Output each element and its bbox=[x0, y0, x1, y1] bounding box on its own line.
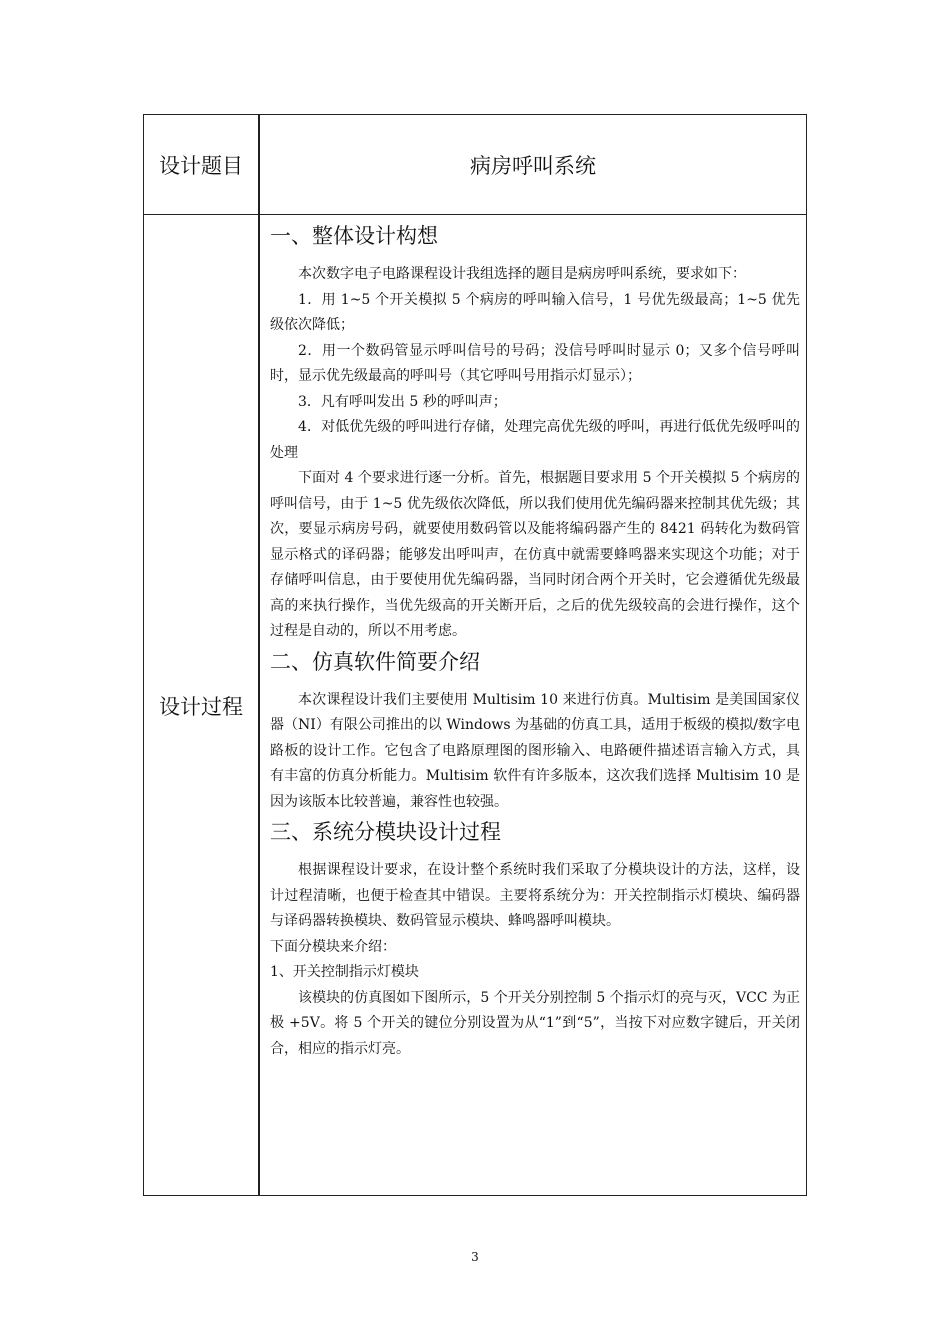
intro-paragraph: 本次数字电子电路课程设计我组选择的题目是病房呼叫系统，要求如下： bbox=[298, 266, 746, 282]
module-1-paragraph: 该模块的仿真图如下图所示，5 个开关分别控制 5 个指示灯的亮与灭，VCC 为正极 +5V。将 5 个开关的键位分别设置为从“1”到“5”，当按下对应数字键后，开关闭合，相应的指示灯亮。 bbox=[270, 989, 800, 1057]
modules-paragraph: 根据课程设计要求，在设计整个系统时我们采取了分模块设计的方法，这样，设计过程清晰，也便于检查其中错误。主要将系统分为：开关控制指示灯模块、编码器与译码器转换模块、数码管显示模块、蜂鸣器呼叫模块。 bbox=[270, 862, 800, 929]
title-label: 设计题目 bbox=[159, 154, 243, 178]
requirement-3: 3．凡有呼叫发出 5 秒的呼叫声； bbox=[298, 393, 507, 410]
title-value: 病房呼叫系统 bbox=[470, 154, 596, 178]
software-paragraph: 本次课程设计我们主要使用 Multisim 10 来进行仿真。Multisim 是美国国家仪器（NI）有限公司推出的以 Windows 为基础的仿真工具，适用于板级的模拟/数字电路板的设计工作。它包含了电路原理图的图形输入、电路硬件描述语言输入方式，具有丰富的仿真分析能力。Multisim 软件有许多版本，这次我们选择 Multisim 10 是因为该版本比较普遍，兼容性也较强。 bbox=[270, 691, 800, 810]
process-content bbox=[270, 219, 800, 1062]
design-form-table bbox=[143, 114, 807, 1196]
section-heading-overall-design: 一、整体设计构想 bbox=[270, 224, 438, 248]
section-heading-software: 二、仿真软件简要介绍 bbox=[270, 649, 480, 674]
title-row bbox=[144, 115, 806, 215]
requirement-4: 4．对低优先级的呼叫进行存储，处理完高优先级的呼叫，再进行低优先级呼叫的处理 bbox=[270, 419, 800, 461]
page-number: 3 bbox=[471, 1250, 479, 1264]
column-divider bbox=[258, 115, 260, 1195]
requirement-1: 1．用 1~5 个开关模拟 5 个病房的呼叫输入信号，1 号优先级最高；1~5 优先级依次降低； bbox=[270, 291, 800, 333]
section-heading-modules: 三、系统分模块设计过程 bbox=[270, 820, 501, 844]
process-label: 设计过程 bbox=[159, 695, 243, 719]
analysis-paragraph: 下面对 4 个要求进行逐一分析。首先，根据题目要求用 5 个开关模拟 5 个病房的呼叫信号，由于 1~5 优先级依次降低，所以我们使用优先编码器来控制其优先级；其次，要显示病房号码，就要使用数码管以及能将编码器产生的 8421 码转化为数码管显示格式的译码器；能够发出呼叫声，在仿真中就需要蜂鸣器来实现这个功能；对于存储呼叫信息，由于要使用优先编码器，当同时闭合两个开关时，它会遵循优先级最高的来执行操作，当优先级高的开关断开后，之后的优先级较高的会进行操作，这个过程是自动的，所以不用考虑。 bbox=[270, 470, 800, 639]
module-1-title: 1、开关控制指示灯模块 bbox=[270, 964, 419, 980]
requirement-2: 2．用一个数码管显示呼叫信号的号码；没信号呼叫时显示 0；又多个信号呼叫时，显示优先级最高的呼叫号（其它呼叫号用指示灯显示）； bbox=[270, 342, 800, 384]
modules-intro: 下面分模块来介绍： bbox=[270, 938, 396, 955]
